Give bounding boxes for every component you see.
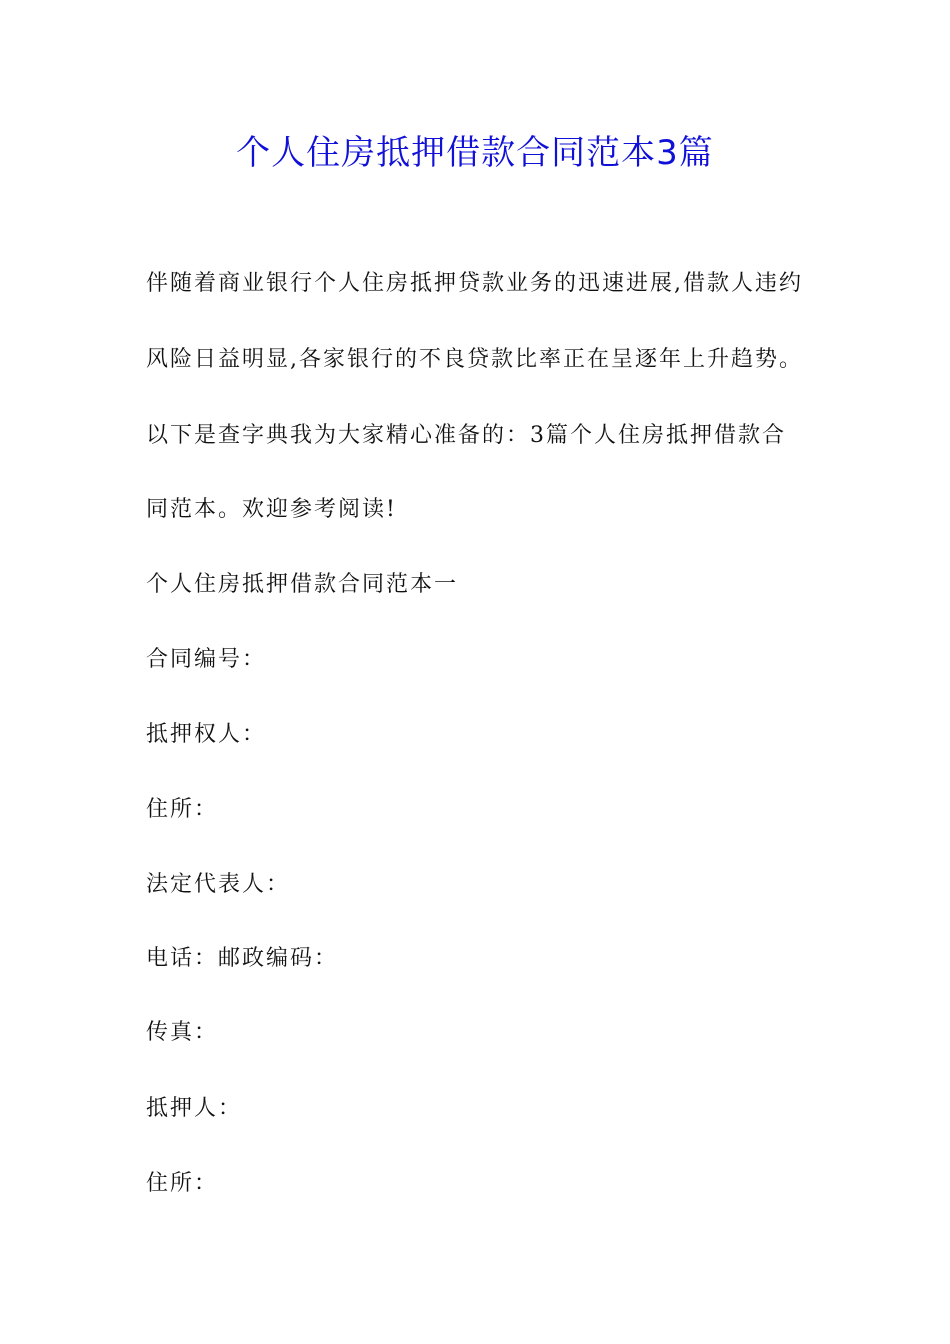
section-heading: 个人住房抵押借款合同范本一 — [146, 572, 459, 597]
document-title: 个人住房抵押借款合同范本3篇 — [236, 133, 714, 173]
field-legal-representative: 法定代表人： — [146, 872, 291, 897]
intro-line-1: 伴随着商业银行个人住房抵押贷款业务的迅速进展,借款人违约 — [146, 271, 803, 296]
field-mortgagor: 抵押人： — [146, 1096, 243, 1121]
intro-line-2: 风险日益明显,各家银行的不良贷款比率正在呈逐年上升趋势。 — [146, 347, 803, 372]
field-phone-postcode: 电话：邮政编码： — [146, 946, 339, 971]
intro-line-3: 以下是查字典我为大家精心准备的：3篇个人住房抵押借款合 — [146, 423, 786, 448]
field-contract-number: 合同编号： — [146, 647, 267, 672]
field-fax: 传真： — [146, 1020, 219, 1045]
field-mortgagee-address: 住所： — [146, 797, 219, 822]
field-mortgagor-address: 住所： — [146, 1171, 219, 1196]
intro-line-4: 同范本。欢迎参考阅读! — [146, 497, 397, 522]
field-mortgagee: 抵押权人： — [146, 722, 267, 747]
